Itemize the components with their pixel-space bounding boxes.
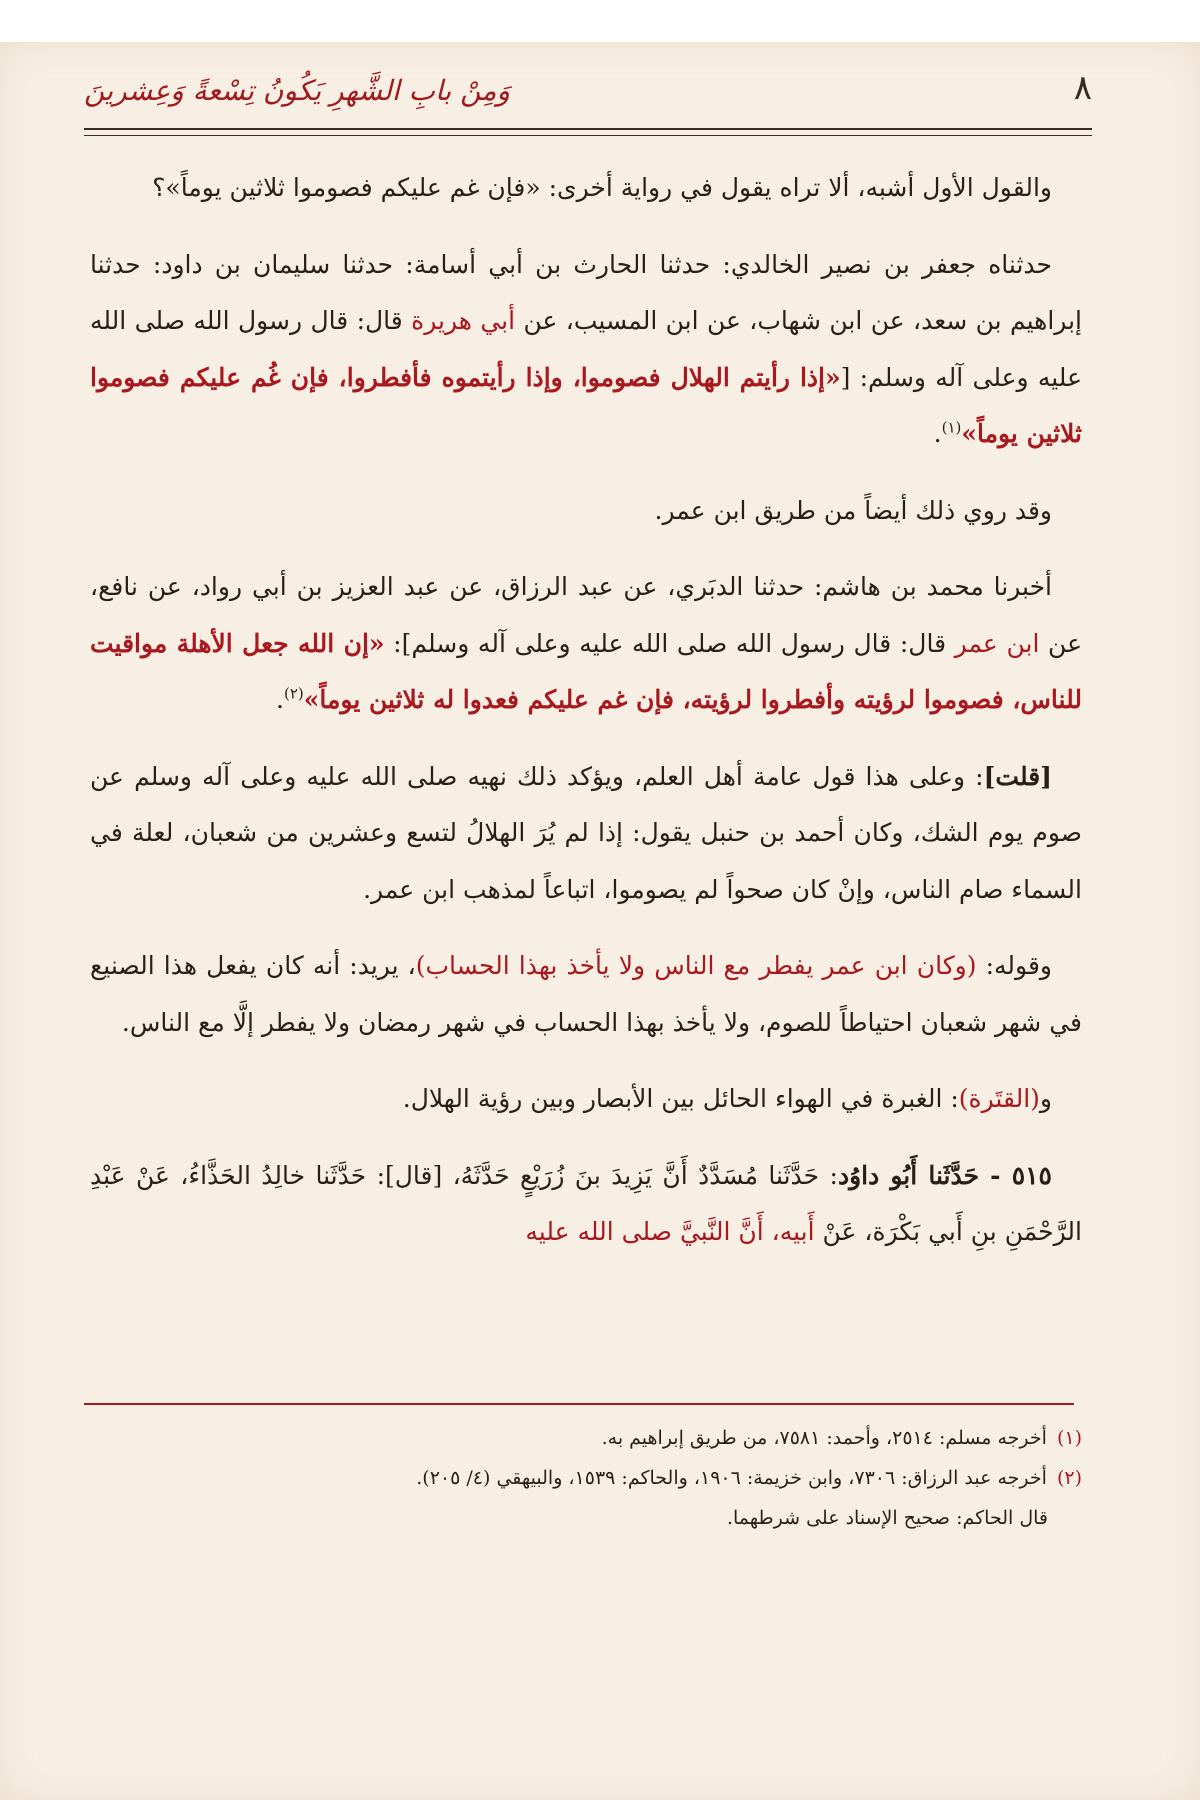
hadith-quote: «إذا رأيتم الهلال فصوموا، وإذا رأيتموه فأفطروا، فإن غُم عليكم فصوموا ثلاثين يوماً»	[90, 362, 1082, 448]
footnotes	[90, 1418, 1082, 1538]
hadith-quote: «إن الله جعل الأهلة مواقيت للناس، فصوموا لرؤيته وأفطروا لرؤيته، فإن غم عليكم فعدوا له ثلاثين يوماً»	[90, 628, 1082, 714]
header-rule	[84, 128, 1092, 136]
footnote-1: (١)أخرجه مسلم: ٢٥١٤، وأحمد: ٧٥٨١، من طريق إبراهيم به.	[601, 1427, 1082, 1449]
main-text	[90, 160, 1082, 1281]
footnote-2: (٢)أخرجه عبد الرزاق: ٧٣٠٦، وابن خزيمة: ١٩٠٦، والحاكم: ١٥٣٩، والبيهقي (٤/ ٢٠٥).	[416, 1467, 1082, 1489]
qultu-label: [قلت]	[983, 761, 1052, 791]
footnote-separator	[84, 1403, 1074, 1405]
footnote-ref: (١)	[941, 418, 962, 437]
paragraph-7: و(القتَرة): الغبرة في الهواء الحائل بين الأبصار وبين رؤية الهلال.	[402, 1084, 1052, 1113]
footnote-ref: (٢)	[283, 684, 304, 703]
paragraph-2: حدثناه جعفر بن نصير الخالدي: حدثنا الحارث بن أبي أسامة: حدثنا سليمان بن داود: حدثنا إبراهيم بن سعد، عن ابن شهاب، عن ابن المسيب، عن أبي هريرة قال: قال رسول الله صلى الله عليه وعلى آله وسلم: [«إذا رأيتم الهلال فصوموا، وإذا رأيتموه فأفطروا، فإن غُم عليكم فصوموا ثلاثين يوماً»$^{(١)}$.	[90, 249, 1082, 448]
paragraph-5: [قلت]: وعلى هذا قول عامة أهل العلم، ويؤكد ذلك نهيه صلى الله عليه وعلى آله وسلم عن صوم يوم الشك، وكان أحمد بن حنبل يقول: إذا لم يُرَ الهلالُ لتسع وعشرين من شعبان، لعلة في السماء صام الناس، وإنْ كان صحواً لم يصوموا، اتباعاً لمذهب ابن عمر.	[90, 761, 1082, 904]
page-number: ٨	[1073, 68, 1092, 108]
page-header	[84, 66, 1092, 120]
footnote-number: (١)	[1056, 1427, 1082, 1449]
hadith-number: ٥١٥ - حَدَّثَنا أَبُو داوُد	[837, 1160, 1052, 1190]
narrator-name: ابن عمر	[954, 628, 1040, 658]
narrator-name: أبي هريرة	[411, 306, 516, 335]
paragraph-1: والقول الأول أشبه، ألا تراه يقول في رواية أخرى: «فإن غم عليكم فصوموا ثلاثين يوماً»؟	[152, 173, 1052, 202]
footnote-2-continued: قال الحاكم: صحيح الإسناد على شرطهما.	[726, 1507, 1048, 1529]
paragraph-3: وقد روي ذلك أيضاً من طريق ابن عمر.	[654, 495, 1052, 525]
paragraph-6: وقوله: (وكان ابن عمر يفطر مع الناس ولا يأخذ بهذا الحساب)، يريد: أنه كان يفعل هذا الصنيع في شهر شعبان احتياطاً للصوم، ولا يأخذ بهذا الحساب في شهر رمضان ولا يفطر إلَّا مع الناس.	[90, 951, 1082, 1037]
paragraph-4: أخبرنا محمد بن هاشم: حدثنا الدبَري، عن عبد الرزاق، عن عبد العزيز بن أبي رواد، عن نافع، عن ابن عمر قال: قال رسول الله صلى الله عليه وعلى آله وسلم]: «إن الله جعل الأهلة مواقيت للناس، فصوموا لرؤيته وأفطروا لرؤيته، فإن غم عليكم فعدوا له ثلاثين يوماً»$^{(٢)}$.	[90, 572, 1082, 714]
running-title: وَمِنْ بابِ الشَّهرِ يَكُونُ تِسْعةً وَعِشرينَ	[84, 74, 511, 107]
footnote-number: (٢)	[1056, 1467, 1082, 1489]
hadith-515: ٥١٥ - حَدَّثَنا أَبُو داوُد: حَدَّثَنا مُسَدَّدٌ أَنَّ يَزِيدَ بنَ زُرَيْعٍ حَدَّثَهُ، [قال]: حَدَّثَنا خالِدُ الحَذَّاءُ، عَنْ عَبْدِ الرَّحْمَنِ بنِ أَبي بَكْرَة، عَنْ أَبيه، أَنَّ النَّبيَّ صلى الله عليه	[90, 1160, 1082, 1246]
hadith-text-red: أَبيه، أَنَّ النَّبيَّ صلى الله عليه	[525, 1217, 815, 1246]
defined-term: (القتَرة)	[958, 1084, 1040, 1113]
quoted-phrase: (وكان ابن عمر يفطر مع الناس ولا يأخذ بهذا الحساب)	[415, 951, 977, 980]
